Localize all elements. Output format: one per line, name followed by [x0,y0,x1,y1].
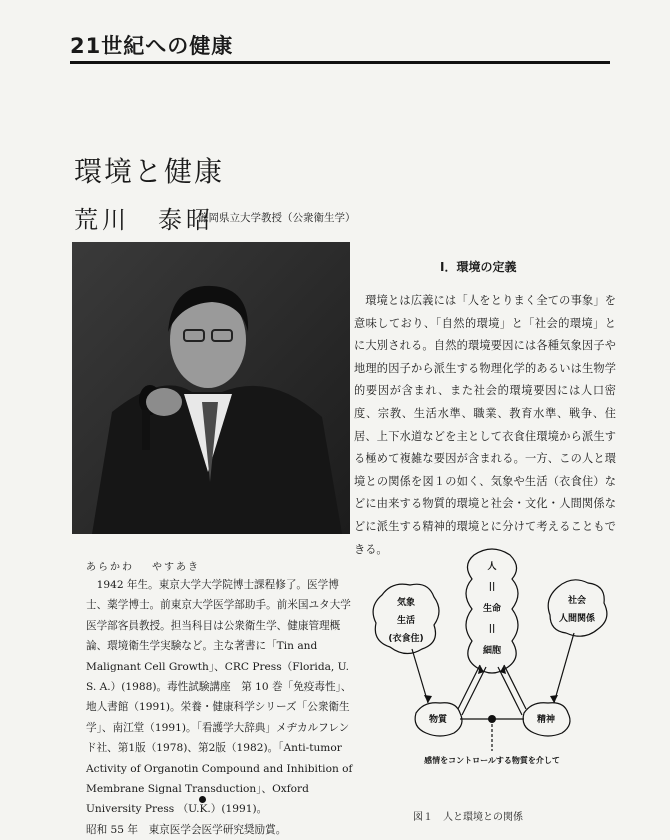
author-name: 荒川 泰昭 [74,206,214,234]
section-heading: Ⅰ．環境の定義 [440,260,517,274]
author-photo [72,242,350,534]
author-kana [86,558,218,573]
node-weather-2: 生活 [396,616,416,626]
node-human-3: 生命 [482,604,502,614]
link-social-spirit [554,633,574,703]
section-body [354,290,616,561]
social-cloud [548,580,607,636]
figure-note: 感情をコントロールする物質を介して [424,756,560,765]
section-paragraph: 環境とは広義には「人をとりまく全ての事象」を意味しており、「自然的環境」と「社会的環境」とに大別される。自然的環境要因には各種気象因子や地理的因子から派生する物理化学的あるいは生物学的要因が含まれ、また社会的環境要因には人口密度、宗教、生活水準、職業、教育水準、戦争、住居、上下水道などを主として衣食住環境から派生する極めて複雑な要因が含まれる。一方、この人と環境との関係を図１の如く、気象や生活（衣食住）などに由来する物質的環境と社会・文化・人間関係などに派生する精神的環境とに分けて考えることもできる。 [354,294,616,556]
link-material-human-a [458,665,480,709]
link-material-human-b [462,667,486,715]
kana-given: やすあき [152,562,200,573]
figure-diagram [362,545,622,785]
node-human-1: 人 [487,562,497,572]
author-affiliation: 静岡県立大学教授（公衆衛生学） [198,212,356,224]
link-spirit-human-a [504,665,526,709]
header-rule [70,61,610,64]
figure-caption: 図１ 人と環境との関係 [413,812,523,823]
author-bio [86,575,354,840]
page-bullet [199,796,206,803]
link-spirit-human-b [498,667,522,715]
series-title: 21世紀への健康 [70,34,234,58]
node-social-2: 人間関係 [558,614,596,624]
node-spirit: 精神 [536,715,556,725]
article-title: 環境と健康 [74,155,225,188]
node-weather-3: (衣食住) [388,634,424,644]
bio-award: 昭和 55 年 東京医学会医学研究奨励賞。 [86,823,287,836]
node-material: 物質 [428,715,448,725]
kana-family: あらかわ [86,562,134,573]
link-weather-material [412,649,428,703]
node-social-1: 社会 [567,596,587,606]
bio-text: 1942 年生。東京大学大学院博士課程修了。医学博士、薬学博士。前東京大学医学部助手。前米国ユタ大学医学部客員教授。担当科目は公衆衛生学、健康管理概論、環境衛生学実験など。主な著書に「Tin and Malignant Cell Growth」、CRC Press（Florida, U. S. A.）(1988)。毒性試験講座 第 10 巻「免疫毒性」、地人書館（1991)。栄養・健康科学シリーズ「公衆衛生学」、南江堂（1991)。「看護学大辞典」メヂカルフレンド社、第1版（1978)、第2版（1982)。「Anti-tumor Activity of Organotin Compound and Inhibition of Membrane Signal Transduction」、Oxford University Press （U.K.）(1991)。 [86,579,353,816]
node-weather-1: 気象 [396,598,416,608]
node-human-2: || [488,582,496,592]
node-human-4: || [488,624,496,634]
node-human-5: 細胞 [482,646,502,656]
